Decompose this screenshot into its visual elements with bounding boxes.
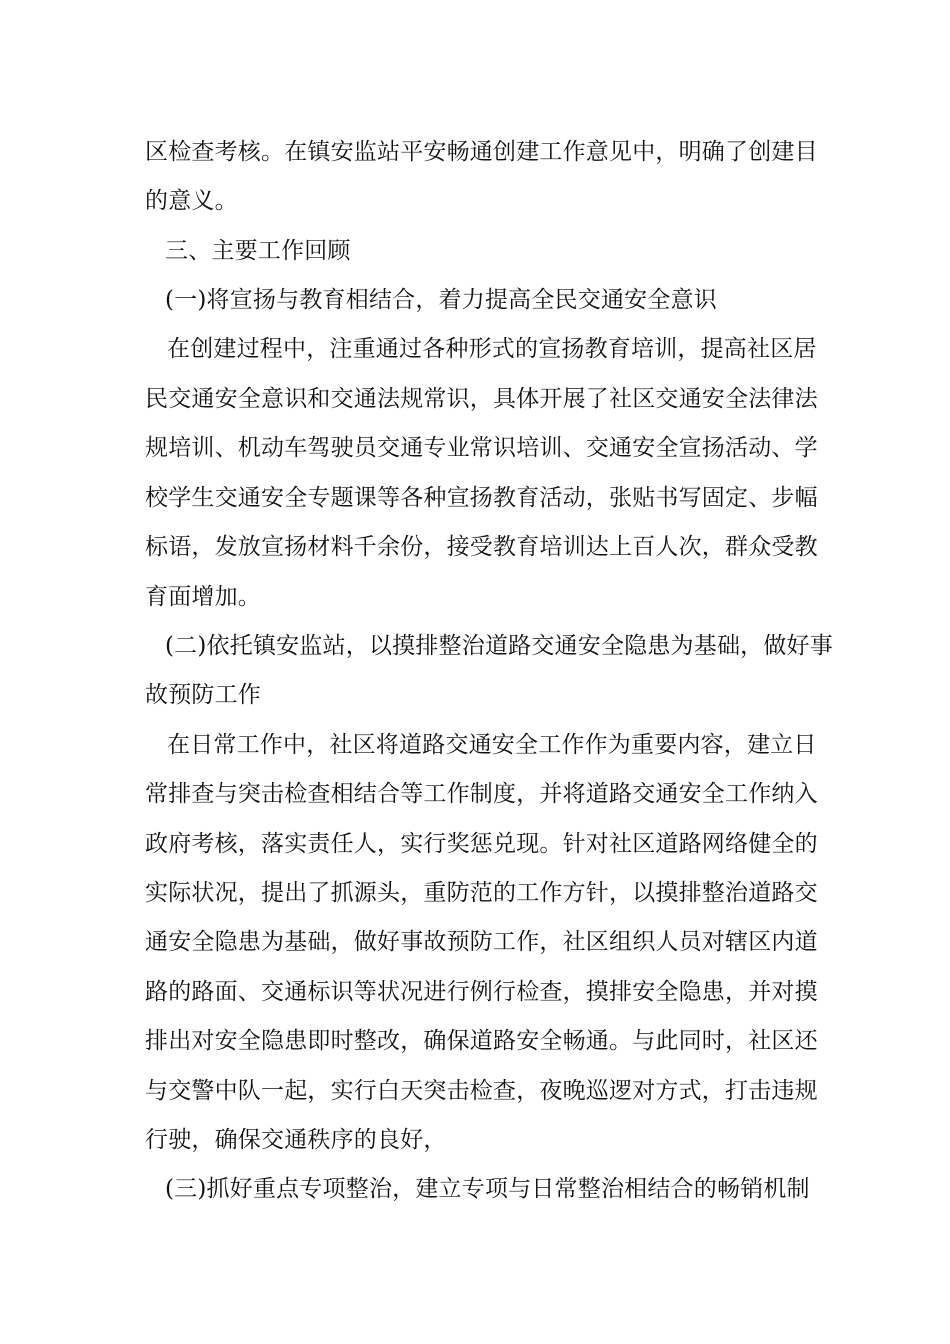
body-text-line: 在日常工作中，社区将道路交通安全工作作为重要内容，建立日	[167, 732, 817, 758]
body-text-line: 实际状况，提出了抓源头，重防范的工作方针，以摸排整治道路交	[145, 880, 818, 906]
subsection-heading: (二)依托镇安监站，以摸排整治道路交通安全隐患为基础，做好事	[165, 633, 833, 659]
subsection-heading-continued: 故预防工作	[145, 682, 261, 708]
body-text-line: 通安全隐患为基础，做好事故预防工作，社区组织人员对辖区内道	[145, 929, 818, 955]
body-text-line: 区检查考核。在镇安监站平安畅通创建工作意见中，明确了创建目	[145, 139, 818, 165]
subsection-heading: (一)将宣扬与教育相结合，着力提高全民交通安全意识	[165, 287, 717, 313]
body-text-line: 规培训、机动车驾驶员交通专业常识培训、交通安全宣扬活动、学	[145, 435, 818, 461]
body-text-line: 与交警中队一起，实行白天突击检查，夜晚巡逻对方式，打击违规	[145, 1078, 818, 1104]
body-text-line: 育面增加。	[145, 584, 261, 610]
body-text-line: 校学生交通安全专题课等各种宣扬教育活动，张贴书写固定、步幅	[145, 485, 818, 511]
body-text-line: 行驶，确保交通秩序的良好，	[145, 1127, 447, 1153]
body-text-line: 的意义。	[145, 188, 238, 214]
body-text-line: 排出对安全隐患即时整改，确保道路安全畅通。与此同时，社区还	[145, 1028, 818, 1054]
body-text-line: 标语，发放宣扬材料千余份，接受教育培训达上百人次，群众受教	[145, 534, 818, 560]
section-heading: 三、主要工作回顾	[165, 238, 351, 264]
body-text-line: 政府考核，落实责任人，实行奖惩兑现。针对社区道路网络健全的	[145, 831, 818, 857]
body-text-line: 常排查与突击检查相结合等工作制度，并将道路交通安全工作纳入	[145, 781, 818, 807]
body-text-line: 路的路面、交通标识等状况进行例行检查，摸排安全隐患，并对摸	[145, 979, 818, 1005]
subsection-heading: (三)抓好重点专项整治，建立专项与日常整治相结合的畅销机制	[165, 1176, 810, 1202]
body-text-line: 民交通安全意识和交通法规常识，具体开展了社区交通安全法律法	[145, 386, 818, 412]
body-text-line: 在创建过程中，注重通过各种形式的宣扬教育培训，提高社区居	[167, 336, 817, 362]
